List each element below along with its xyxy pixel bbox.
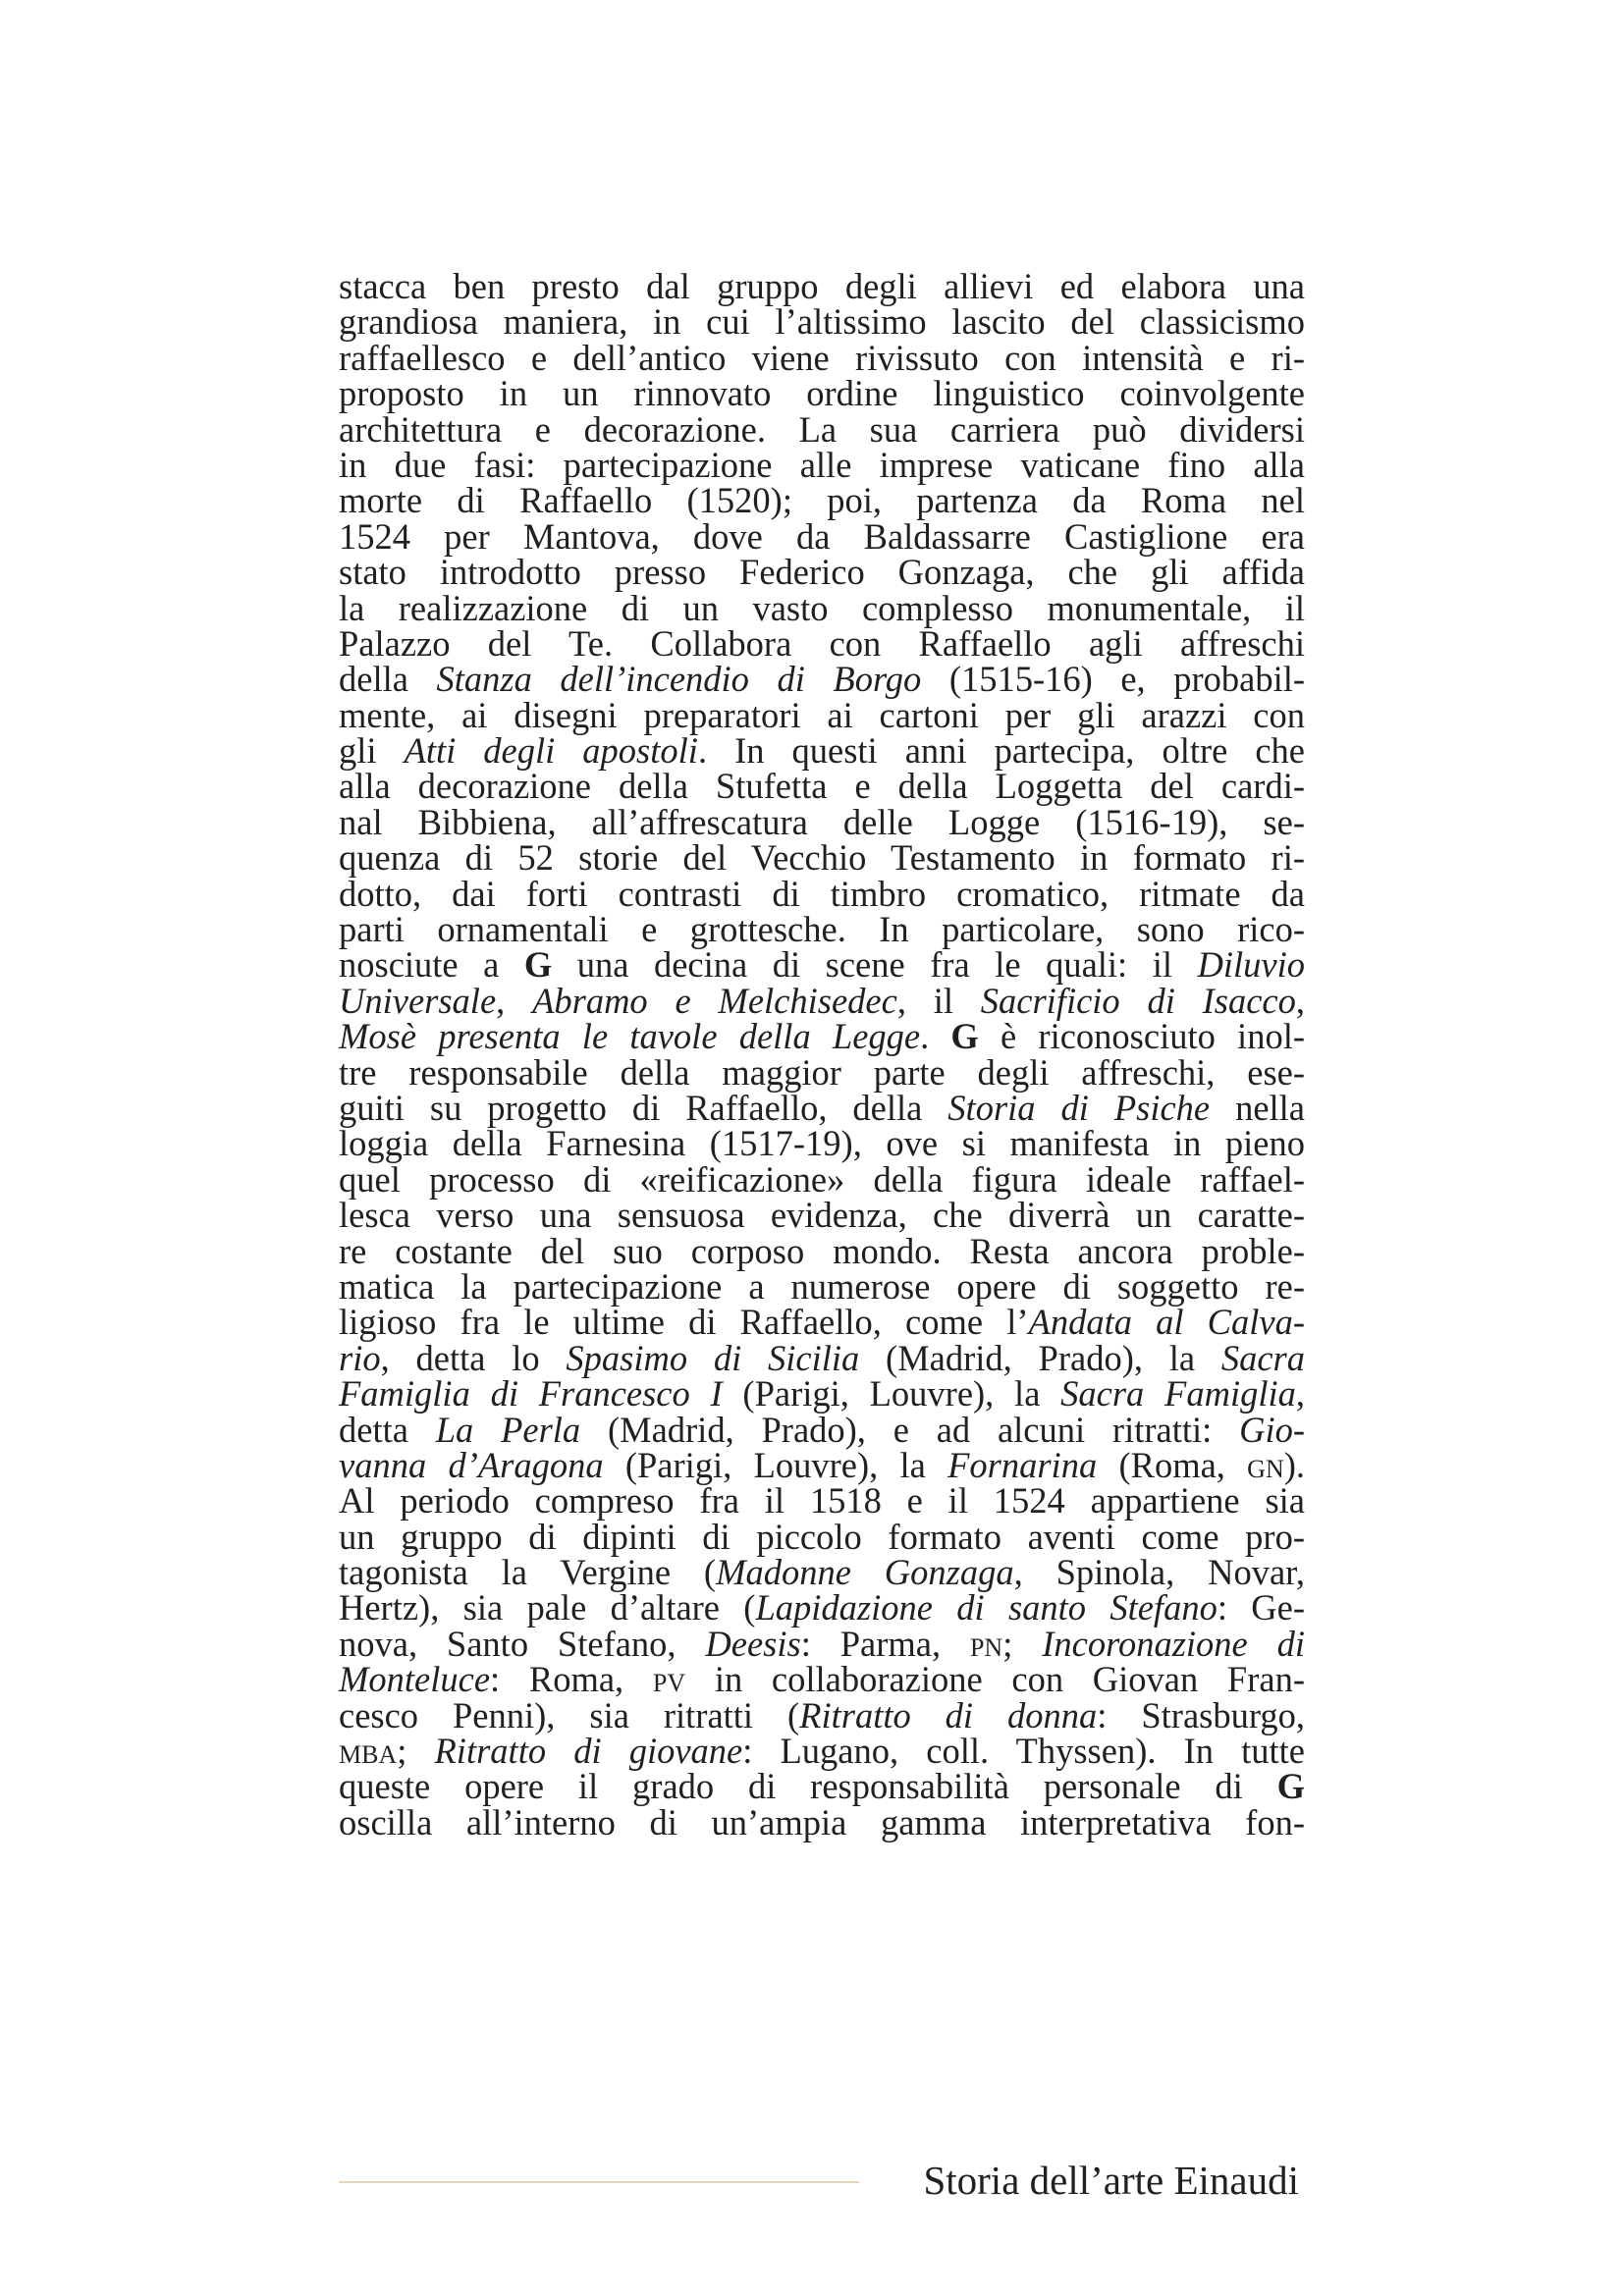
text-run: nal Bibbiena, all’affrescatura delle Logge (1516-19), se- xyxy=(339,801,1305,842)
text-run: (Roma, xyxy=(1097,1444,1248,1485)
text-line xyxy=(339,301,1305,343)
text-line xyxy=(339,1516,1305,1557)
text-run: Palazzo del Te. Collabora con Raffaello agli affreschi xyxy=(339,622,1305,664)
italic-title: Sacrificio di Isacco xyxy=(980,980,1296,1021)
text-run: tagonista la Vergine ( xyxy=(339,1552,717,1593)
text-run: lesca verso una sensuosa evidenza, che diverrà un caratte- xyxy=(339,1195,1305,1236)
italic-title: Fornarina xyxy=(947,1444,1098,1485)
text-run: (Parigi, Louvre), la xyxy=(603,1444,948,1485)
text-run: in collaborazione con Giovan Fran- xyxy=(685,1659,1305,1700)
text-run: tre responsabile della maggior parte degli affreschi, ese- xyxy=(339,1051,1305,1093)
text-run: Al periodo compreso fra il 1518 e il 1524 appartiene sia xyxy=(339,1480,1305,1522)
text-run: re costante del suo corposo mondo. Resta ancora proble- xyxy=(339,1230,1305,1271)
text-run: la realizzazione di un vasto complesso monumentale, il xyxy=(339,587,1305,628)
italic-title: Famiglia di Francesco I xyxy=(339,1373,723,1415)
text-line xyxy=(339,1552,1305,1593)
text-run: : Strasburgo, xyxy=(1097,1694,1305,1735)
italic-title: La Perla xyxy=(435,1409,581,1450)
text-line xyxy=(339,1230,1305,1271)
text-line xyxy=(339,444,1305,485)
text-line xyxy=(339,1087,1306,1128)
italic-title: Andata al Calva- xyxy=(1028,1302,1305,1343)
text-run: della xyxy=(339,659,437,700)
text-line xyxy=(339,801,1305,842)
body-text xyxy=(339,266,1306,1842)
italic-title: Madonne Gonzaga xyxy=(716,1552,1014,1593)
bold-initial: G xyxy=(1276,1766,1305,1807)
text-line xyxy=(339,909,1305,950)
italic-title: Ritratto di donna xyxy=(799,1694,1098,1735)
text-line xyxy=(339,266,1305,306)
text-run: detta xyxy=(339,1409,436,1450)
text-run: alla decorazione della Stufetta e della Loggetta del cardi- xyxy=(339,766,1305,807)
text-run: , xyxy=(1295,1373,1305,1415)
text-line xyxy=(339,1195,1305,1236)
text-line xyxy=(339,730,1306,772)
text-run: una decina di scene fra le quali: il xyxy=(552,944,1198,986)
text-run: , detta lo xyxy=(380,1337,567,1378)
text-run: , il xyxy=(896,980,981,1021)
text-run: è riconosciuto inol- xyxy=(978,1016,1305,1057)
text-line xyxy=(339,1373,1305,1415)
text-line xyxy=(339,1444,1306,1485)
text-run: 1524 per Mantova, dove da Baldassarre Castiglione era xyxy=(339,515,1305,557)
text-run: parti ornamentali e grottesche. In particolare, sono rico- xyxy=(339,909,1305,950)
text-line xyxy=(339,1766,1305,1807)
italic-title: Diluvio xyxy=(1197,944,1305,986)
text-run: raffaellesco e dell’antico viene rivissuto con intensità e ri- xyxy=(339,337,1305,378)
text-line xyxy=(339,587,1305,628)
text-line xyxy=(339,480,1305,521)
text-line xyxy=(339,873,1305,914)
text-run: (Parigi, Louvre), la xyxy=(722,1373,1061,1415)
text-run: stacca ben presto dal gruppo degli allievi ed elabora una xyxy=(339,266,1305,306)
text-line xyxy=(339,659,1306,700)
footer-rule xyxy=(339,2181,859,2183)
text-line xyxy=(339,694,1305,735)
text-run: (1515-16) e, probabil- xyxy=(921,659,1306,700)
text-run: nella xyxy=(1210,1087,1306,1128)
text-run: Hertz), sia pale d’altare ( xyxy=(339,1587,756,1629)
abbreviation: gn xyxy=(1247,1444,1284,1485)
italic-title: Mosè presenta le tavole della Legge xyxy=(339,1016,921,1057)
footer-title: Storia dell’arte Einaudi xyxy=(923,2158,1299,2203)
text-line xyxy=(339,1123,1305,1164)
bold-initial: G xyxy=(950,1016,979,1057)
italic-title: rio xyxy=(339,1337,381,1378)
italic-title: Sacra xyxy=(1220,1337,1306,1378)
text-run: . xyxy=(920,1016,951,1057)
text-line xyxy=(339,1731,1305,1772)
bold-initial: G xyxy=(523,944,553,986)
text-line xyxy=(339,1302,1305,1343)
text-line xyxy=(339,1016,1305,1057)
text-run: proposto in un rinnovato ordine linguistico coinvolgente xyxy=(339,373,1305,414)
text-line xyxy=(339,1158,1305,1200)
text-run: ). xyxy=(1283,1444,1306,1485)
text-line xyxy=(339,766,1305,807)
text-run: queste opere il grado di responsabilità personale di xyxy=(339,1766,1277,1807)
text-line xyxy=(339,944,1305,986)
text-run: , Spinola, Novar, xyxy=(1013,1552,1305,1593)
abbreviation: pv xyxy=(652,1659,686,1700)
text-line xyxy=(339,1265,1305,1307)
text-run: grandiosa maniera, in cui l’altissimo lascito del classicismo xyxy=(339,301,1305,343)
italic-title: Abramo e Melchisedec xyxy=(532,980,897,1021)
italic-title: Deesis xyxy=(705,1623,801,1664)
text-run: . In questi anni partecipa, oltre che xyxy=(697,730,1306,772)
text-run: ligioso fra le ultime di Raffaello, come l’ xyxy=(339,1302,1029,1343)
text-line xyxy=(339,1623,1305,1664)
text-run: stato introdotto presso Federico Gonzaga, che gli affida xyxy=(339,552,1305,593)
italic-title: Sacra Famiglia xyxy=(1060,1373,1296,1415)
text-line xyxy=(339,408,1305,450)
text-line xyxy=(339,552,1305,593)
abbreviation: pn xyxy=(969,1623,1003,1664)
text-run: cesco Penni), sia ritratti ( xyxy=(339,1694,800,1735)
italic-title: Lapidazione di santo Stefano xyxy=(755,1587,1217,1629)
text-run: matica la partecipazione a numerose opere di soggetto re- xyxy=(339,1265,1305,1307)
italic-title: Storia di Psiche xyxy=(947,1087,1211,1128)
text-line xyxy=(339,373,1305,414)
italic-title: Incoronazione di xyxy=(1042,1623,1305,1664)
text-run: : Roma, xyxy=(490,1659,653,1700)
text-run: un gruppo di dipinti di piccolo formato aventi come pro- xyxy=(339,1516,1305,1557)
text-run: : Lugano, coll. Thyssen). In tutte xyxy=(742,1731,1305,1772)
text-run: morte di Raffaello (1520); poi, partenza da Roma nel xyxy=(339,480,1305,521)
text-run: architettura e decorazione. La sua carriera può dividersi xyxy=(339,408,1305,450)
italic-title: Universale xyxy=(339,980,497,1021)
italic-title: Spasimo di Sicilia xyxy=(566,1337,860,1378)
text-run: , xyxy=(496,980,533,1021)
text-line xyxy=(339,837,1305,879)
text-run: nosciute a xyxy=(339,944,524,986)
text-run: in due fasi: partecipazione alle imprese vaticane fino alla xyxy=(339,444,1305,485)
italic-title: Stanza dell’incendio di Borgo xyxy=(436,659,922,700)
text-line xyxy=(339,515,1305,557)
italic-title: Ritratto di giovane xyxy=(434,1731,743,1772)
text-run: quenza di 52 storie del Vecchio Testamento in formato ri- xyxy=(339,837,1305,879)
text-run: oscilla all’interno di un’ampia gamma interpretativa fon- xyxy=(339,1801,1305,1842)
text-line xyxy=(339,1480,1305,1522)
text-line xyxy=(339,1801,1305,1842)
text-line xyxy=(339,1337,1306,1378)
text-line xyxy=(339,1587,1305,1629)
italic-title: Monteluce xyxy=(339,1659,491,1700)
text-line xyxy=(339,1659,1305,1700)
text-run: dotto, dai forti contrasti di timbro cromatico, ritmate da xyxy=(339,873,1305,914)
text-run: ; xyxy=(1002,1623,1043,1664)
text-run: , xyxy=(1295,980,1306,1021)
text-run: gli xyxy=(339,730,405,772)
text-run: mente, ai disegni preparatori ai cartoni per gli arazzi con xyxy=(339,694,1305,735)
italic-title: Atti degli apostoli xyxy=(404,730,698,772)
text-run: (Madrid, Prado), e ad alcuni ritratti: xyxy=(580,1409,1240,1450)
text-line xyxy=(339,622,1305,664)
text-line xyxy=(339,980,1306,1021)
text-line xyxy=(339,337,1305,378)
italic-title: vanna d’Aragona xyxy=(339,1444,604,1485)
text-run: quel processo di «reificazione» della figura ideale raffael- xyxy=(339,1158,1305,1200)
text-run: (Madrid, Prado), la xyxy=(859,1337,1221,1378)
text-line xyxy=(339,1051,1305,1093)
text-run: ; xyxy=(397,1731,435,1772)
text-run: nova, Santo Stefano, xyxy=(339,1623,706,1664)
text-run: guiti su progetto di Raffaello, della xyxy=(339,1087,948,1128)
text-line xyxy=(339,1409,1305,1450)
text-run: loggia della Farnesina (1517-19), ove si manifesta in pieno xyxy=(339,1123,1305,1164)
text-run: : Parma, xyxy=(800,1623,970,1664)
text-line xyxy=(339,1694,1305,1735)
italic-title: Gio- xyxy=(1239,1409,1305,1450)
abbreviation: mba xyxy=(339,1731,398,1772)
text-run: : Ge- xyxy=(1217,1587,1305,1629)
